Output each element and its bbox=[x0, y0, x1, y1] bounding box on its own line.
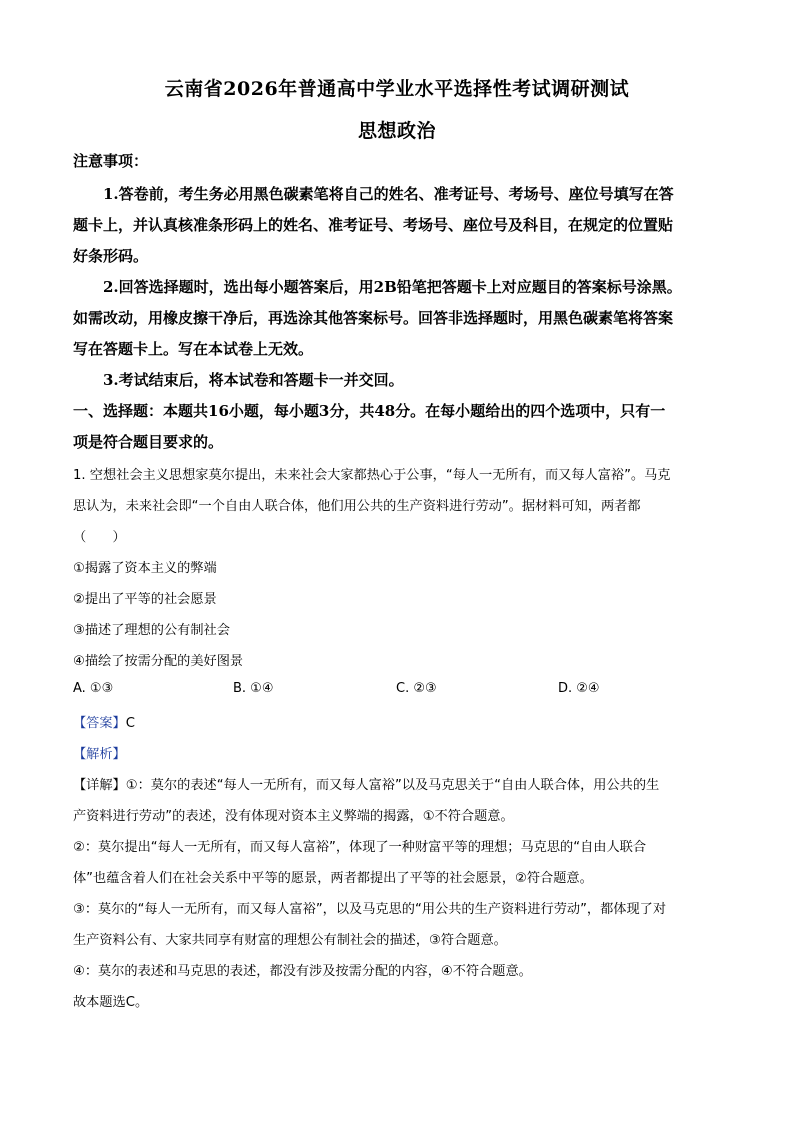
detail-line-2: 产资料进行劳动”的表述，没有体现对资本主义弊端的揭露，①不符合题意。 bbox=[73, 809, 514, 824]
statement-1: ①揭露了资本主义的弊端 bbox=[73, 561, 217, 576]
notice-heading: 注意事项： bbox=[73, 152, 149, 170]
detail-line-3: ②：莫尔提出“每人一无所有，而又每人富裕”，体现了一种财富平等的理想；马克思的“自由人联合 bbox=[73, 840, 647, 855]
section-heading-line-1: 一、选择题：本题共16小题，每小题3分，共48分。在每小题给出的四个选项中，只有一 bbox=[73, 402, 666, 420]
notice-item-1-line-2: 题卡上，并认真核准条形码上的姓名、准考证号、考场号、座位号及科目，在规定的位置贴 bbox=[73, 216, 674, 234]
notice-item-2-line-1: 2.回答选择题时，选出每小题答案后，用2B铅笔把答题卡上对应题目的答案标号涂黑。 bbox=[103, 278, 682, 296]
option-c: C. ②③ bbox=[396, 681, 437, 696]
answer-label: 【答案】 bbox=[73, 716, 126, 731]
option-a: A. ①③ bbox=[73, 681, 114, 696]
notice-item-1-line-3: 好条形码。 bbox=[73, 247, 149, 265]
question-stem-line-2: 思认为，未来社会即“一个自由人联合体，他们用公共的生产资料进行劳动”。据材料可知，两者都 bbox=[73, 499, 641, 514]
notice-item-2-line-2: 如需改动，用橡皮擦干净后，再选涂其他答案标号。回答非选择题时，用黑色碳素笔将答案 bbox=[73, 309, 674, 327]
analysis-label: 【解析】 bbox=[73, 747, 126, 762]
detail-line-8: 故本题选C。 bbox=[73, 995, 149, 1010]
detail-line-6: 生产资料公有、大家共同享有财富的理想公有制社会的描述，③符合题意。 bbox=[73, 933, 507, 948]
answer-value: C bbox=[125, 716, 135, 731]
notice-item-1-line-1: 1.答卷前，考生务必用黑色碳素笔将自己的姓名、准考证号、考场号、座位号填写在答 bbox=[103, 185, 674, 203]
option-d: D. ②④ bbox=[558, 681, 600, 696]
detail-line-4: 体”也蕴含着人们在社会关系中平等的愿景，两者都提出了平等的社会愿景，②符合题意。 bbox=[73, 871, 593, 886]
statement-3: ③描述了理想的公有制社会 bbox=[73, 623, 230, 638]
exam-title: 云南省2026年普通高中学业水平选择性考试调研测试 bbox=[164, 78, 630, 100]
notice-item-2-line-3: 写在答题卡上。写在本试卷上无效。 bbox=[73, 340, 314, 358]
detail-line-5: ③：莫尔的“每人一无所有，而又每人富裕”，以及马克思的“用公共的生产资料进行劳动”，都体现了对 bbox=[73, 902, 667, 917]
detail-line-7: ④：莫尔的表述和马克思的表述，都没有涉及按需分配的内容，④不符合题意。 bbox=[73, 964, 532, 979]
question-stem-blank: （ ） bbox=[73, 530, 126, 545]
notice-item-3: 3.考试结束后，将本试卷和答题卡一并交回。 bbox=[103, 371, 404, 389]
detail-line-1: 【详解】①：莫尔的表述“每人一无所有，而又每人富裕”以及马克思关于“自由人联合体，用公共的生 bbox=[73, 778, 660, 793]
answer-row bbox=[73, 712, 135, 731]
statement-4: ④描绘了按需分配的美好图景 bbox=[73, 654, 244, 669]
subject-title: 思想政治 bbox=[357, 120, 436, 142]
section-heading-line-2: 项是符合题目要求的。 bbox=[73, 433, 224, 451]
statement-2: ②提出了平等的社会愿景 bbox=[73, 592, 217, 607]
option-b: B. ①④ bbox=[233, 681, 274, 696]
question-stem-line-1: 1. 空想社会主义思想家莫尔提出，未来社会大家都热心于公事，“每人一无所有，而又每人富裕”。马克 bbox=[73, 468, 671, 483]
